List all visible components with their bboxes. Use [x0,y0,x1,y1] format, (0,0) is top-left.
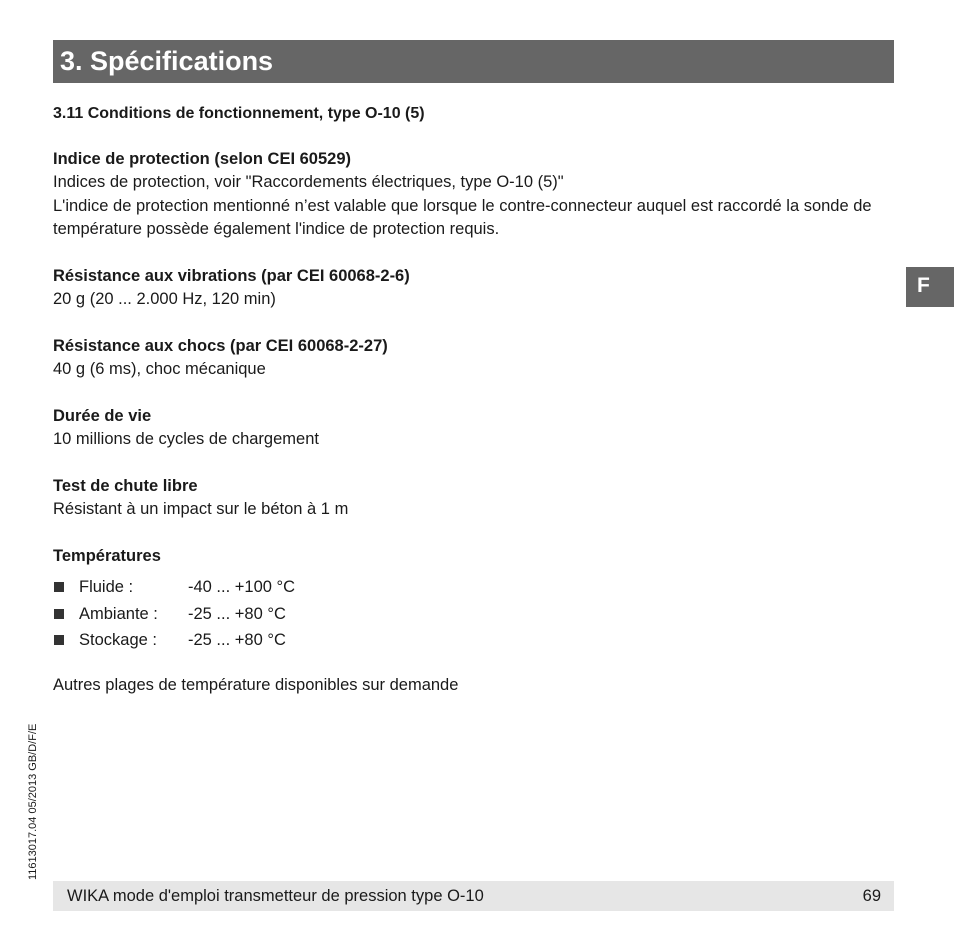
section-title: 3. Spécifications [60,46,274,76]
drop-test-block [53,475,898,522]
temperature-value: -25 ... +80 °C [188,604,286,623]
protection-line-2: L'indice de protection mentionné n’est valable que lorsque le contre-connecteur auquel est raccordé la sonde de température possède également l'indice de protection requis. [53,196,872,239]
document-code: 11613017.04 05/2013 GB/D/F/E [27,723,39,880]
temperature-label: Fluide : [79,578,134,596]
shock-value: 40 g (6 ms), choc mécanique [53,360,266,379]
temperatures-block [53,545,898,568]
temperature-label: Ambiante : [79,604,158,623]
shock-block [53,335,898,382]
vibration-block [53,265,898,312]
drop-test-value: Résistant à un impact sur le béton à 1 m [53,500,349,519]
subsection-title: 3.11 Conditions de fonctionnement, type O-10 (5) [53,105,425,122]
square-bullet-icon [54,635,64,645]
lifetime-block [53,405,898,452]
temperature-value: -25 ... +80 °C [188,631,286,649]
section-header [53,40,894,83]
language-tab [906,267,954,307]
square-bullet-icon [54,609,64,619]
square-bullet-icon [54,582,64,592]
vibration-heading: Résistance aux vibrations (par CEI 60068-2-6) [53,267,410,285]
protection-block [53,148,898,242]
protection-line-1: Indices de protection, voir "Raccordements électriques, type O-10 (5)" [53,173,564,192]
temperature-label: Stockage : [79,631,157,649]
temperature-value: -40 ... +100 °C [188,578,296,596]
page-number: 69 [862,887,881,905]
lifetime-heading: Durée de vie [53,407,152,425]
protection-heading: Indice de protection (selon CEI 60529) [53,150,351,168]
language-tab-label: F [917,274,930,297]
drop-test-heading: Test de chute libre [53,477,198,495]
footer-text: WIKA mode d'emploi transmetteur de pression type O-10 [67,887,484,905]
lifetime-value: 10 millions de cycles de chargement [53,430,319,449]
temperatures-heading: Températures [53,547,161,565]
shock-heading: Résistance aux chocs (par CEI 60068-2-27) [53,337,388,355]
vibration-value: 20 g (20 ... 2.000 Hz, 120 min) [53,290,276,309]
temperature-note: Autres plages de température disponibles sur demande [53,676,459,694]
page-footer [53,881,894,911]
